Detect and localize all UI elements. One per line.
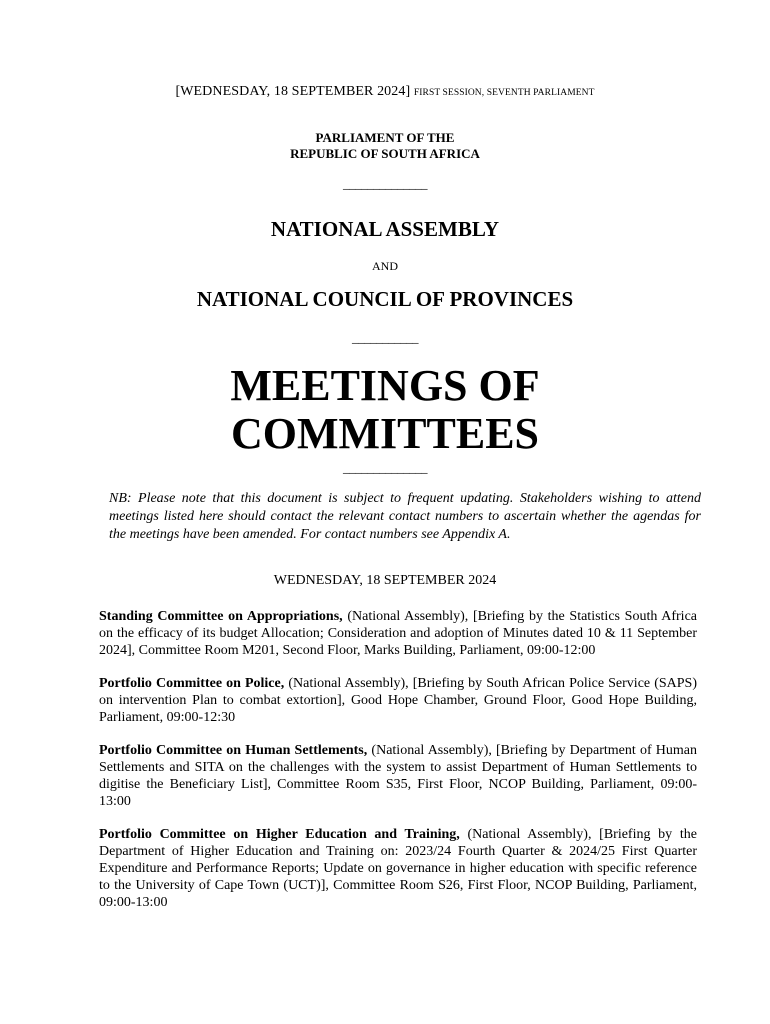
- meeting-details: (National Assembly), [Briefing by the Statistics South Africa on the efficacy of its budget Allocation; Consideration and adoption of Minutes dated 10 & 11 September 2024], Committee Room M201, Second Floor, Marks Building, Parliament, 09:00-12:00: [99, 609, 697, 658]
- meeting-entry: [99, 675, 697, 726]
- parliament-line-2: REPUBLIC OF SOUTH AFRICA: [290, 146, 480, 161]
- header-date: [WEDNESDAY, 18 SEPTEMBER 2024]: [175, 84, 411, 99]
- ncop-heading: NATIONAL COUNCIL OF PROVINCES: [196, 287, 574, 311]
- and-label: AND: [372, 259, 398, 273]
- document-title: [0, 362, 770, 458]
- divider-2: ___________: [352, 330, 418, 345]
- title-line-2: COMMITTEES: [230, 409, 540, 458]
- meeting-details: (National Assembly), [Briefing by the Department of Higher Education and Training on: 2023/24 Fourth Quarter & 2024/25 First Quarter Expenditure and Performance Reports; Update on governance in higher education with specific reference to the University of Cape Town (UCT)], Committee Room S26, First Floor, NCOP Building, Parliament, 09:00-13:00: [99, 827, 697, 910]
- nb-notice: NB: Please note that this document is subject to frequent updating. Stakeholders wishing to attend meetings listed here should contact the relevant contact numbers to ascertain whether the agendas for the meetings have been amended. For contact numbers see Appendix A.: [109, 491, 701, 542]
- committee-name: Portfolio Committee on Human Settlements,: [99, 743, 368, 758]
- header-session: FIRST SESSION, SEVENTH PARLIAMENT: [413, 88, 595, 98]
- committee-name: Portfolio Committee on Higher Education and Training,: [99, 827, 460, 842]
- parliament-line-1: PARLIAMENT OF THE: [315, 130, 455, 145]
- day-heading: WEDNESDAY, 18 SEPTEMBER 2024: [273, 573, 497, 588]
- divider-1: ______________: [343, 176, 427, 191]
- meeting-details: (National Assembly), [Briefing by South African Police Service (SAPS) on intervention Plan to combat extortion], Good Hope Chamber, Ground Floor, Good Hope Building, Parliament, 09:00-12:30: [99, 676, 697, 725]
- meeting-entry: [99, 742, 697, 810]
- title-line-1: MEETINGS OF: [230, 361, 540, 410]
- meetings-list: [99, 608, 697, 927]
- national-assembly-heading: NATIONAL ASSEMBLY: [270, 217, 500, 241]
- parliament-heading: [0, 130, 770, 162]
- committee-name: Portfolio Committee on Police,: [99, 676, 285, 691]
- meeting-details: (National Assembly), [Briefing by Department of Human Settlements and SITA on the challenges with the system to assist Department of Human Settlements to digitise the Beneficiary List], Committee Room S35, First Floor, NCOP Building, Parliament, 09:00-13:00: [99, 743, 697, 809]
- committee-name: Standing Committee on Appropriations,: [99, 609, 343, 624]
- document-header: [0, 84, 770, 100]
- divider-3: ______________: [343, 460, 427, 475]
- meeting-entry: [99, 608, 697, 659]
- meeting-entry: [99, 826, 697, 911]
